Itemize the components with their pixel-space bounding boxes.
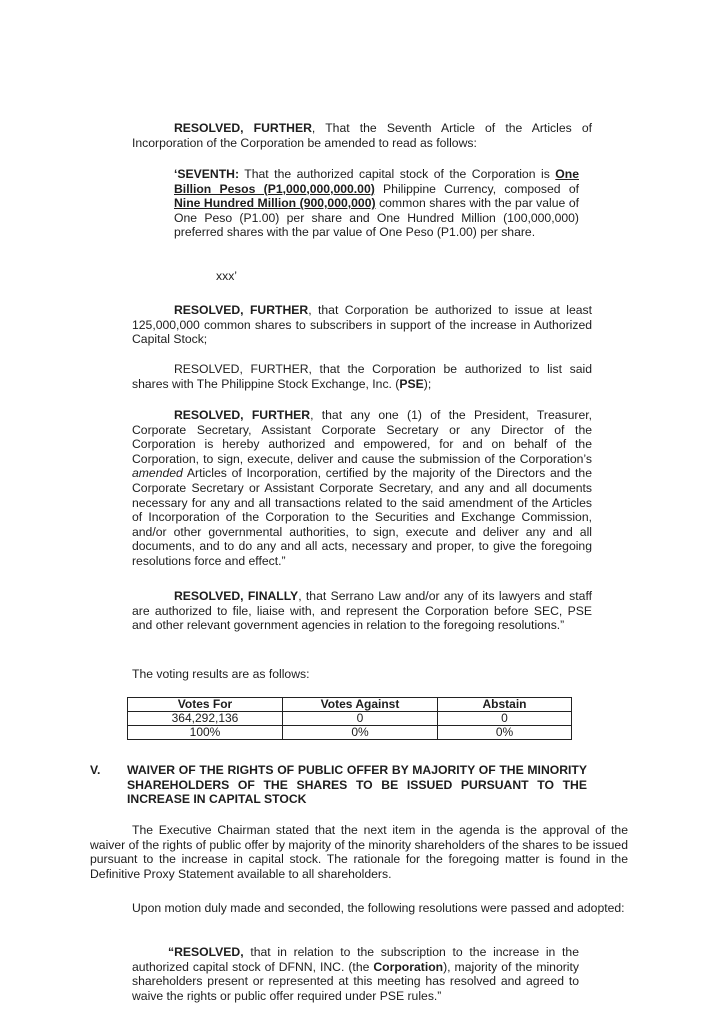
seventh-article-text [174, 167, 579, 240]
resolution-text: RESOLVED, FURTHER, that the Corporation be authorized to list said shares with The Philippine Stock Exchange, Inc. ( [132, 362, 592, 391]
resolution-text: , that Corporation be authorized to issue at least 125,000,000 common shares to subscribers in support of the increase in Authorized Capital Stock; [132, 303, 592, 347]
resolution-lead: RESOLVED, FURTHER [174, 121, 312, 135]
voting-results-table [127, 697, 572, 740]
table-cell: 0 [438, 712, 572, 726]
resolution-list-shares [132, 362, 592, 391]
table-cell: 0 [283, 712, 438, 726]
resolution-text-1: , that any one (1) of the President, Treasurer, Corporate Secretary, Assistant Corporate Secretary or any Director of the Corporation is hereby authorized and empowered, for and on behalf of the Corporation, to sign, execute, deliver and cause the submission of the Corporation’s [132, 408, 592, 466]
resolution-lead: RESOLVED, FURTHER [174, 408, 311, 422]
table-row [128, 726, 572, 740]
resolution-finally [132, 589, 592, 633]
resolution-text-1: that in relation to the subscription to the increase in the authorized capital stock of DFNN, INC. (the [132, 945, 579, 974]
chairman-statement: The Executive Chairman stated that the next item in the agenda is the approval of the waiver of the rights of public offer by majority of the minority shareholders of the shares to be issued pursuant to the increase in capital stock. The rationale for the foregoing matter is found in the Definitive Proxy Statement available to all shareholders. [90, 823, 628, 881]
resolution-waiver [132, 945, 579, 1003]
seventh-lead: ‘SEVENTH: [174, 167, 240, 181]
resolution-lead: RESOLVED, FURTHER [174, 303, 309, 317]
common-shares-amount: Nine Hundred Million (900,000,000) [174, 196, 376, 211]
table-cell: 100% [128, 726, 283, 740]
amended-italic: amended [132, 466, 183, 481]
header-abstain: Abstain [438, 698, 572, 712]
pse-abbrev: PSE [399, 376, 424, 391]
corporation-term: Corporation [373, 959, 444, 974]
resolution-text-2: ), majority of the minority shareholders present or represented at this meeting has resolved and agreed to waive the rights or public offer required under PSE rules.” [132, 959, 579, 1003]
resolution-issue-shares [132, 303, 592, 347]
resolution-authorize-officers [132, 408, 592, 569]
table-cell: 364,292,136 [128, 712, 283, 726]
seventh-text-3: common shares with the par value of One Peso (P1.00) per share and One Hundred Million (100,000,000) preferred shares with the par value of One Peso (P1.00) per share. [174, 196, 580, 240]
table-cell: 0% [438, 726, 572, 740]
header-votes-against: Votes Against [283, 698, 438, 712]
section-title: WAIVER OF THE RIGHTS OF PUBLIC OFFER BY MAJORITY OF THE MINORITY SHAREHOLDERS OF THE SHARES TO BE ISSUED PURSUANT TO THE INCREASE IN CAPITAL STOCK [127, 763, 587, 807]
omitted-text-marker: xxx’ [216, 269, 237, 283]
capital-amount: One Billion Pesos (P1,000,000,000.00) [174, 167, 579, 196]
voting-intro: The voting results are as follows: [132, 667, 310, 681]
resolution-seventh-article [132, 121, 592, 150]
resolution-text: , that Serrano Law and/or any of its lawyers and staff are authorized to file, liaise with, and represent the Corporation before SEC, PSE and other relevant government agencies in relation to the foregoing resolutions.” [132, 589, 592, 633]
resolution-lead: RESOLVED, FINALLY [174, 589, 299, 603]
resolution-text-2: Articles of Incorporation, certified by the majority of the Directors and the Corporate Secretary or Assistant Corporate Secretary, and any and all documents necessary for any and all transactions related to the said amendment of the Articles of Incorporation of the Corporation to the Securities and Exchange Commission, and/or other governmental authorities, to sign, execute and deliver any and all documents, and to do any and all acts, necessary and proper, to give the foregoing resolutions force and effect.” [132, 466, 592, 568]
resolution-end: ); [423, 376, 432, 391]
table-cell: 0% [283, 726, 438, 740]
table-header-row [128, 698, 572, 712]
seventh-text-1: That the authorized capital stock of the Corporation is [239, 167, 556, 181]
section-number: V. [90, 763, 101, 777]
seventh-text-2: Philippine Currency, composed of [374, 181, 579, 196]
header-votes-for: Votes For [128, 698, 283, 712]
motion-paragraph: Upon motion duly made and seconded, the following resolutions were passed and adopted: [132, 901, 625, 915]
resolution-lead: “RESOLVED, [168, 945, 244, 959]
resolution-text: , That the Seventh Article of the Articles of Incorporation of the Corporation be amended to read as follows: [132, 121, 593, 150]
table-row [128, 712, 572, 726]
